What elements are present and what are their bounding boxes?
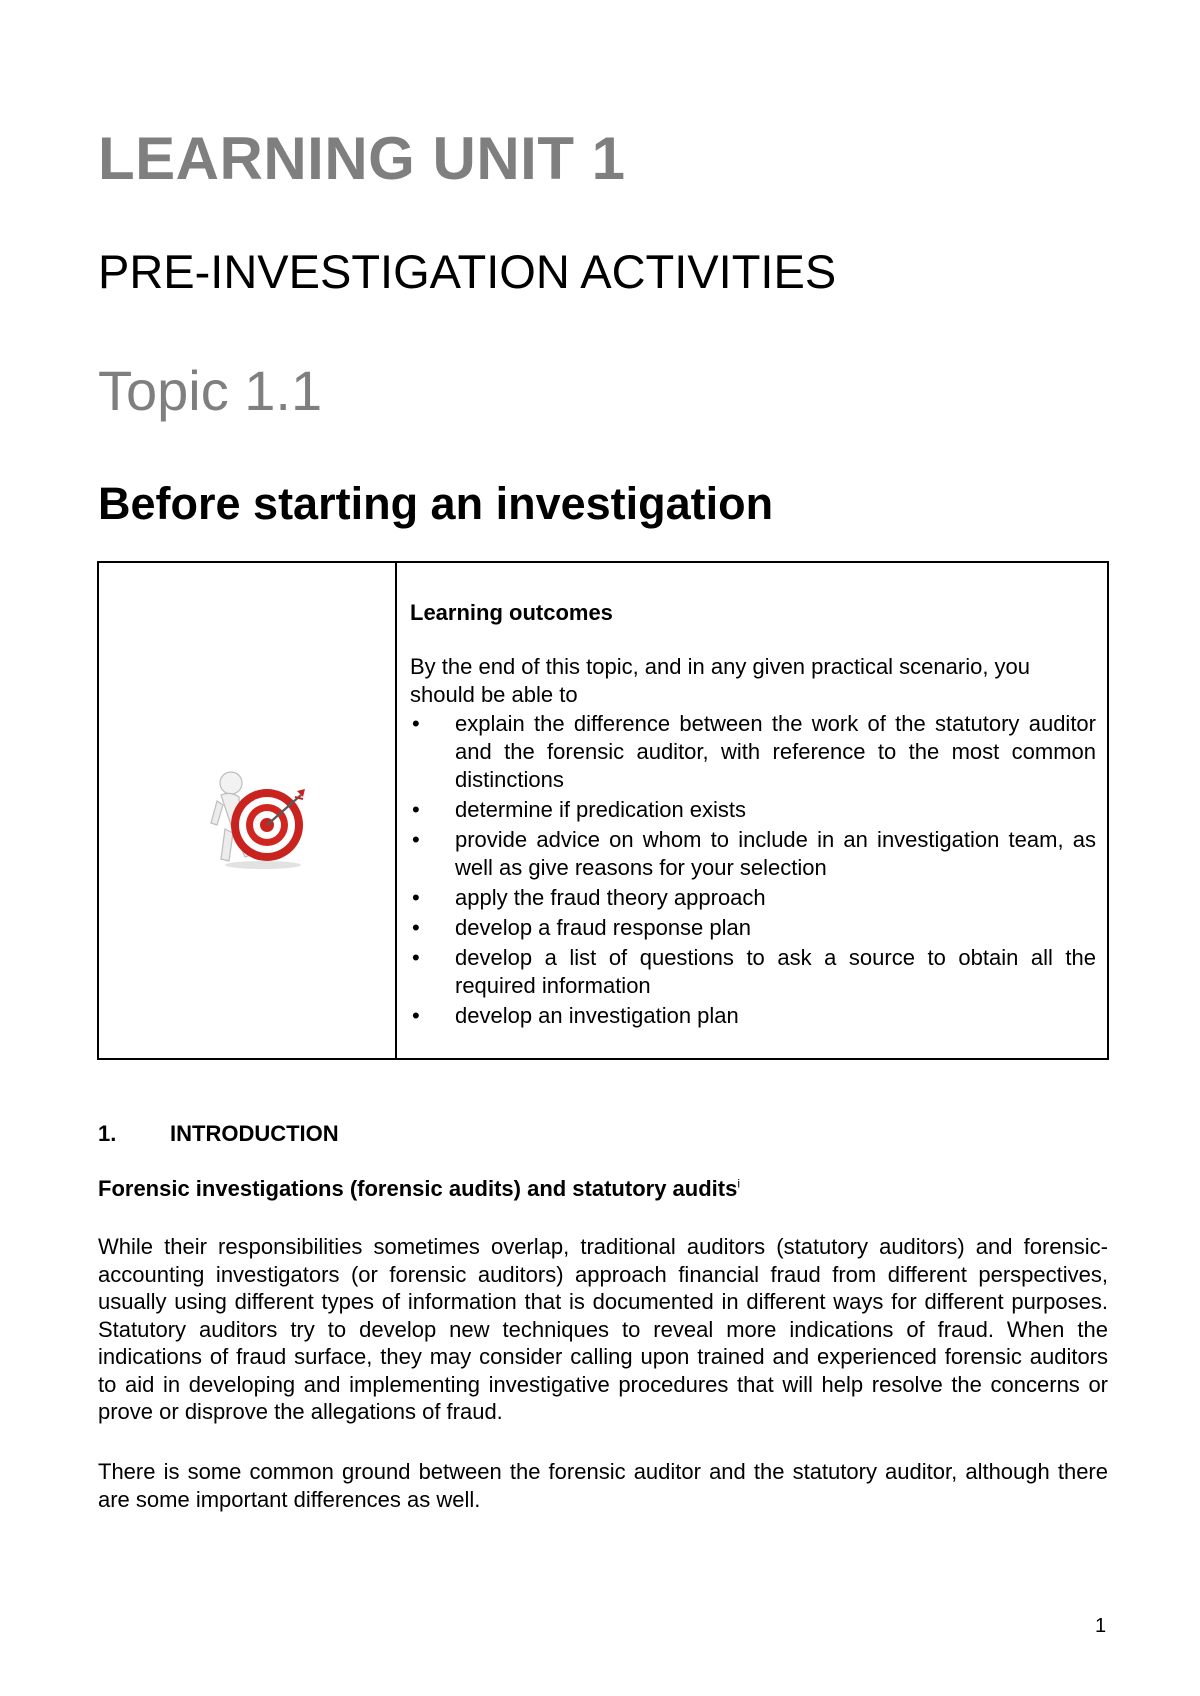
page-number: 1 [1095,1615,1107,1637]
bullet-icon: • [412,885,420,910]
learning-outcomes-content [410,599,1096,1032]
list-item [410,914,1096,942]
outcome-text: develop an investigation plan [455,1003,739,1028]
learning-outcomes-icon-cell [99,563,397,1058]
learning-outcomes-box [97,561,1109,1060]
learning-outcomes-intro: By the end of this topic, and in any given practical scenario, you should be able to [410,654,1031,707]
section-title: INTRODUCTION [170,1121,339,1146]
outcome-text: develop a list of questions to ask a source to obtain all the required information [455,945,1096,998]
target-figure-icon [203,767,307,871]
topic-title: Before starting an investigation [98,478,774,529]
list-item [410,710,1096,794]
outcome-text: determine if predication exists [455,797,747,822]
list-item [410,944,1096,1000]
outcome-text: apply the fraud theory approach [455,885,766,910]
bullet-icon: • [412,1003,420,1028]
outcome-text: provide advice on whom to include in an investigation team, as well as give reasons for your selection [455,827,1096,880]
list-item [410,826,1096,882]
unit-subtitle: PRE-INVESTIGATION ACTIVITIES [98,245,837,298]
bullet-icon: • [412,827,420,852]
learning-unit-heading: LEARNING UNIT 1 [98,125,626,192]
list-item [410,1002,1096,1030]
body-paragraph-2: There is some common ground between the forensic auditor and the statutory auditor, although there are some important differences as well. [98,1459,1108,1512]
list-item [410,884,1096,912]
bullet-icon: • [412,915,420,940]
bullet-icon: • [412,945,420,970]
section-heading [98,1121,339,1147]
outcome-text: explain the difference between the work of the statutory auditor and the forensic auditor, with reference to the most common distinctions [455,711,1096,792]
outcome-text: develop a fraud response plan [455,915,751,940]
learning-outcomes-title: Learning outcomes [410,600,613,625]
bullet-icon: • [412,797,420,822]
section-number: 1. [98,1121,117,1146]
list-item [410,796,1096,824]
bullet-icon: • [412,711,420,736]
topic-heading: Topic 1.1 [98,359,323,422]
subheading-text: Forensic investigations (forensic audits) and statutory audits [98,1176,738,1201]
learning-outcomes-list [410,710,1096,1030]
footnote-marker[interactable]: i [737,1176,741,1191]
body-paragraph-1: While their responsibilities sometimes overlap, traditional auditors (statutory auditors) and forensic-accounting investigators (or forensic auditors) approach financial fraud from different perspectives, usually using different types of information that is documented in different ways for different purposes. Statutory auditors try to develop new techniques to reveal more indications of fraud. When the indications of fraud surface, they may consider calling upon trained and experienced forensic auditors to aid in developing and implementing investigative procedures that will help resolve the concerns or prove or disprove the allegations of fraud. [98,1234,1108,1424]
section-subheading [98,1176,740,1202]
